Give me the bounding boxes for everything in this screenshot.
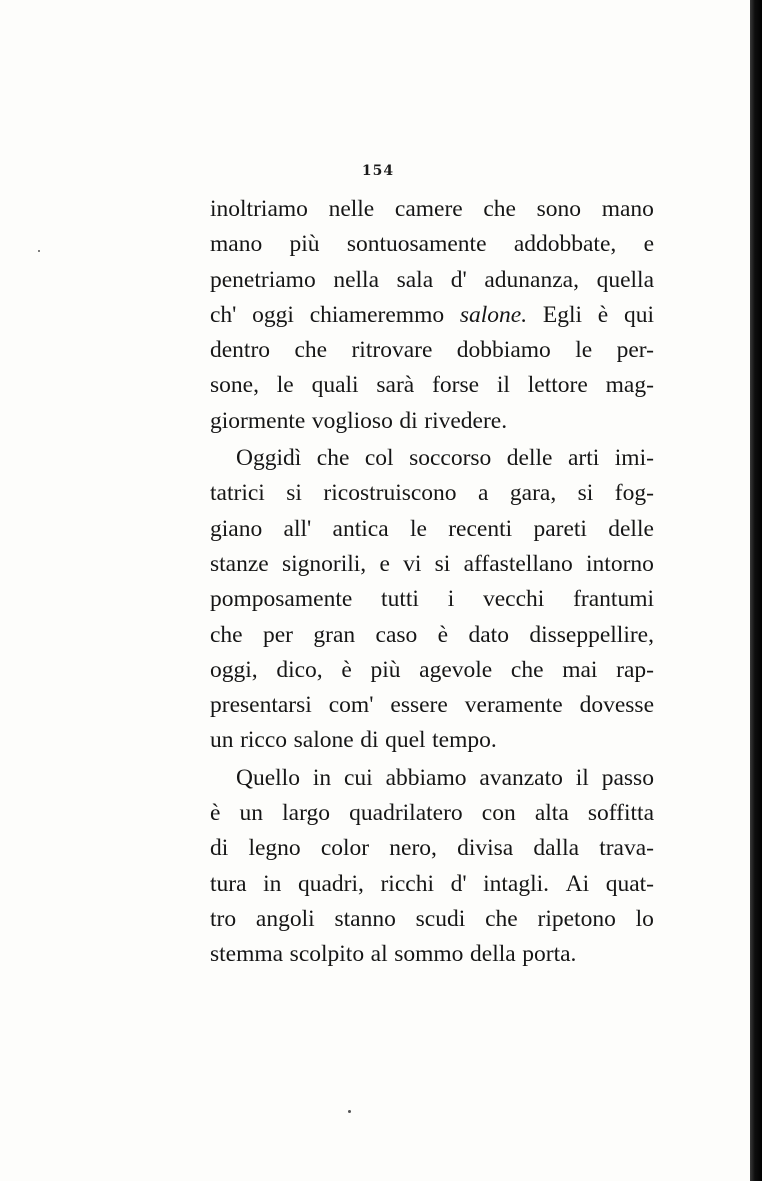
text-line: tura in quadri, ricchi d' intagli. Ai quat- (210, 870, 654, 897)
text-line: presentarsi com' essere veramente dovesse (210, 692, 654, 719)
text-line: penetriamo nella sala d' adunanza, quella (210, 266, 654, 293)
page-number: 154 (361, 163, 395, 179)
text-line: sone, le quali sarà forse il lettore mag- (210, 372, 654, 399)
text-line: ch' oggi chiameremmo salone. Egli è qui (210, 301, 654, 328)
text-line: stanze signorili, e vi si affastellano intorno (210, 550, 654, 577)
text-line: di legno color nero, divisa dalla trava- (210, 835, 654, 862)
paper-speck (348, 1110, 351, 1113)
page-edge-shadow (750, 0, 762, 1181)
text-line: Oggidì che col soccorso delle arti imi- (236, 445, 654, 472)
text-line: stemma scolpito al sommo della porta. (210, 941, 577, 968)
text-line: un ricco salone di quel tempo. (210, 727, 497, 754)
text-line: mano più sontuosamente addobbate, e (210, 231, 654, 258)
text-line: giano all' antica le recenti pareti delle (210, 515, 654, 542)
text-line: tro angoli stanno scudi che ripetono lo (210, 905, 654, 932)
text-line: che per gran caso è dato disseppellire, (210, 621, 654, 648)
paragraph (210, 441, 654, 759)
paper-speck (38, 250, 40, 252)
text-line: oggi, dico, è più agevole che mai rap- (210, 656, 654, 683)
paragraph (210, 192, 654, 439)
paragraph (210, 761, 654, 973)
text-line: giormente voglioso di rivedere. (210, 407, 508, 434)
text-line: Quello in cui abbiamo avanzato il passo (236, 764, 654, 791)
text-line: inoltriamo nelle camere che sono mano (210, 196, 654, 222)
text-line: tatrici si ricostruiscono a gara, si fog- (210, 480, 654, 507)
text-line: dentro che ritrovare dobbiamo le per- (210, 337, 654, 364)
body-text (210, 192, 654, 973)
text-line: è un largo quadrilatero con alta soffitta (210, 800, 654, 827)
text-line: pomposamente tutti i vecchi frantumi (210, 586, 654, 613)
